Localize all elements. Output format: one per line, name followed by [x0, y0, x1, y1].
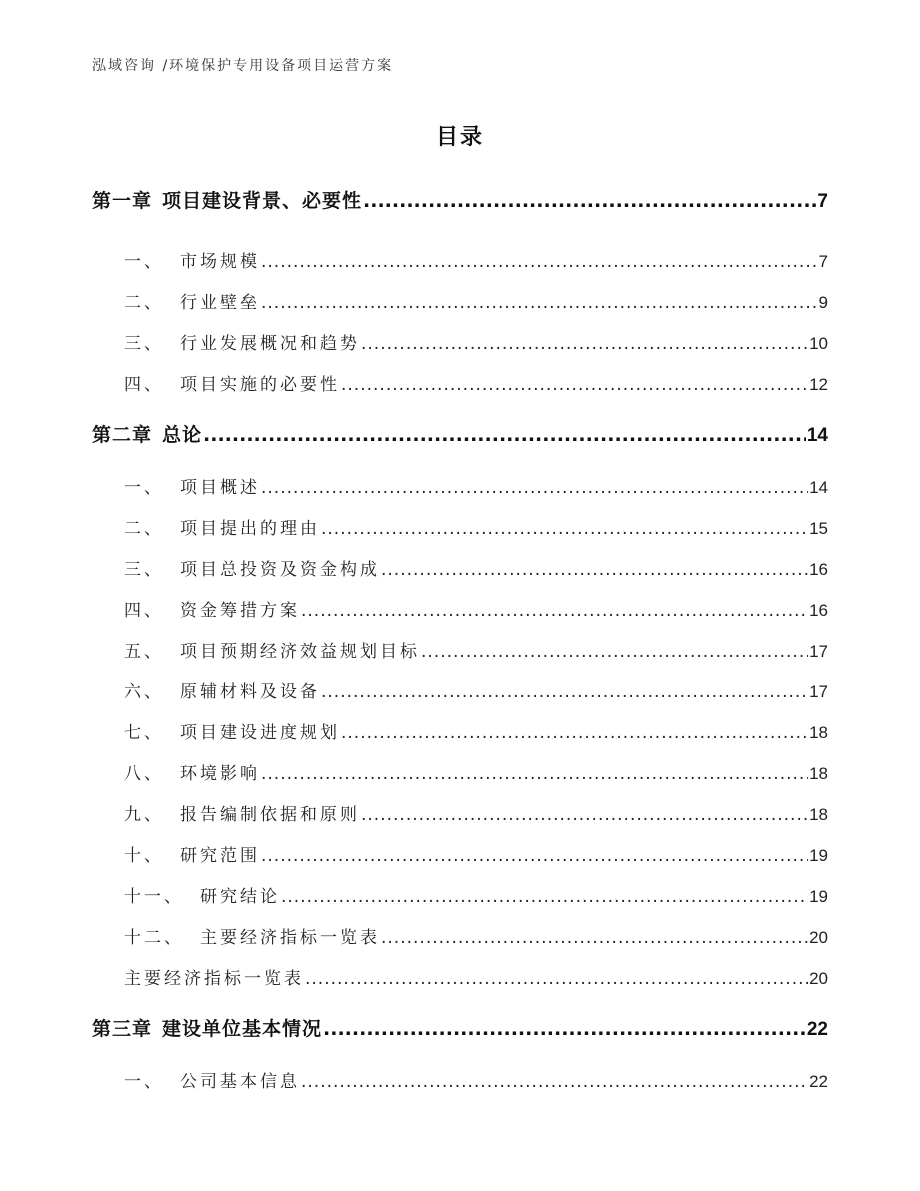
dot-leader [421, 642, 808, 662]
toc-entry-label: 原辅材料及设备 [180, 682, 320, 702]
toc-page-number: 18 [809, 805, 828, 824]
toc-page-number: 14 [806, 425, 828, 446]
dot-leader [261, 293, 818, 313]
toc-entry-label: 研究范围 [180, 846, 260, 866]
toc-section-entry[interactable] [124, 370, 828, 395]
toc-entry-label: 项目预期经济效益规划目标 [180, 642, 420, 662]
toc-entry-label: 主要经济指标一览表 [200, 928, 380, 948]
toc-page-number: 15 [809, 519, 828, 538]
toc-section-entry[interactable] [124, 677, 828, 702]
toc-section-entry[interactable] [124, 923, 828, 948]
toc-page-number: 9 [818, 293, 828, 312]
dot-leader [305, 969, 808, 989]
toc-entry-number: 二、 [124, 519, 164, 539]
toc-entry-label: 环境影响 [180, 764, 260, 784]
toc-page-number: 7 [817, 191, 828, 212]
toc-entry-number: 九、 [124, 805, 164, 825]
toc-page-number: 16 [809, 601, 828, 620]
toc-section-entry[interactable] [124, 718, 828, 743]
dot-leader [281, 887, 808, 907]
toc-section-entry[interactable] [124, 1067, 828, 1092]
toc-entry-label: 项目实施的必要性 [180, 375, 340, 395]
toc-entry-label: 项目建设进度规划 [180, 723, 340, 743]
dot-leader [381, 560, 808, 580]
dot-leader [261, 252, 818, 272]
dot-leader [261, 478, 808, 498]
toc-section-entry[interactable] [124, 882, 828, 907]
toc-entry-number: 一、 [124, 252, 164, 272]
toc-entry-number: 六、 [124, 682, 164, 702]
toc-section-entry[interactable] [124, 841, 828, 866]
toc-entry-label: 报告编制依据和原则 [180, 805, 360, 825]
toc-entry-number: 八、 [124, 764, 164, 784]
toc-page-number: 18 [809, 723, 828, 742]
toc-entry-label: 主要经济指标一览表 [124, 969, 304, 989]
toc-section-entry[interactable] [124, 964, 828, 989]
dot-leader [301, 1072, 808, 1092]
toc-entry-number: 第一章 [92, 190, 153, 212]
toc-entry-number: 四、 [124, 601, 164, 621]
toc-page-number: 22 [809, 1072, 828, 1091]
toc-page-number: 19 [809, 887, 828, 906]
toc-entry-number: 一、 [124, 1072, 164, 1092]
toc-page-number: 20 [809, 969, 828, 988]
toc-page-number: 17 [809, 642, 828, 661]
toc-entry-number: 二、 [124, 293, 164, 313]
toc-section-entry[interactable] [124, 800, 828, 825]
dot-leader [301, 601, 808, 621]
toc-entry-label: 项目概述 [180, 478, 260, 498]
dot-leader [321, 519, 808, 539]
toc-section-entry[interactable] [124, 637, 828, 662]
toc-page-number: 20 [809, 928, 828, 947]
dot-leader [321, 682, 808, 702]
toc-entry-label: 研究结论 [200, 887, 280, 907]
dot-leader [341, 375, 808, 395]
toc-chapter-entry[interactable] [92, 420, 828, 447]
toc-section-entry[interactable] [124, 555, 828, 580]
toc-chapter-entry[interactable] [92, 186, 828, 213]
toc-section-entry[interactable] [124, 514, 828, 539]
dot-leader [381, 928, 808, 948]
toc-page-number: 10 [809, 334, 828, 353]
toc-entry-label: 市场规模 [180, 252, 260, 272]
toc-page-number: 17 [809, 682, 828, 701]
toc-section-entry[interactable] [124, 759, 828, 784]
toc-page-number: 7 [818, 252, 828, 271]
page-header: 泓域咨询 /环境保护专用设备项目运营方案 [92, 58, 394, 74]
toc-entry-number: 第二章 [92, 424, 153, 446]
toc-section-entry[interactable] [124, 247, 828, 272]
toc-entry-label: 行业壁垒 [180, 293, 260, 313]
dot-leader [261, 846, 808, 866]
toc-entry-number: 第三章 [92, 1018, 153, 1040]
toc-entry-number: 五、 [124, 642, 164, 662]
toc-section-entry[interactable] [124, 288, 828, 313]
toc-entry-label: 行业发展概况和趋势 [180, 334, 360, 354]
toc-page-number: 14 [809, 478, 828, 497]
toc-entry-label: 资金筹措方案 [180, 601, 300, 621]
toc-section-entry[interactable] [124, 473, 828, 498]
toc-entry-number: 十、 [124, 846, 164, 866]
toc-entry-number: 十一、 [124, 887, 184, 907]
toc-entry-number: 一、 [124, 478, 164, 498]
dot-leader [363, 190, 816, 212]
toc-page-number: 18 [809, 764, 828, 783]
toc-entry-number: 三、 [124, 560, 164, 580]
toc-page-number: 12 [809, 375, 828, 394]
dot-leader [341, 723, 808, 743]
toc-section-entry[interactable] [124, 596, 828, 621]
toc-chapter-entry[interactable] [92, 1014, 828, 1041]
toc-entry-number: 十二、 [124, 928, 184, 948]
toc-entry-label: 项目总投资及资金构成 [180, 560, 380, 580]
dot-leader [261, 764, 808, 784]
toc-entry-number: 四、 [124, 375, 164, 395]
dot-leader [361, 334, 808, 354]
toc-section-entry[interactable] [124, 329, 828, 354]
toc-page-number: 22 [806, 1019, 828, 1040]
toc-entry-number: 三、 [124, 334, 164, 354]
toc-page-number: 16 [809, 560, 828, 579]
toc-page-number: 19 [809, 846, 828, 865]
toc-entry-label: 项目提出的理由 [180, 519, 320, 539]
toc-entry-label: 总论 [162, 424, 203, 446]
dot-leader [361, 805, 808, 825]
toc-entry-label: 项目建设背景、必要性 [162, 190, 363, 212]
toc-entry-number: 七、 [124, 723, 164, 743]
toc-title: 目录 [435, 125, 484, 150]
dot-leader [203, 424, 806, 446]
toc-entry-label: 公司基本信息 [180, 1072, 300, 1092]
toc-entry-label: 建设单位基本情况 [162, 1018, 323, 1040]
dot-leader [323, 1018, 806, 1040]
